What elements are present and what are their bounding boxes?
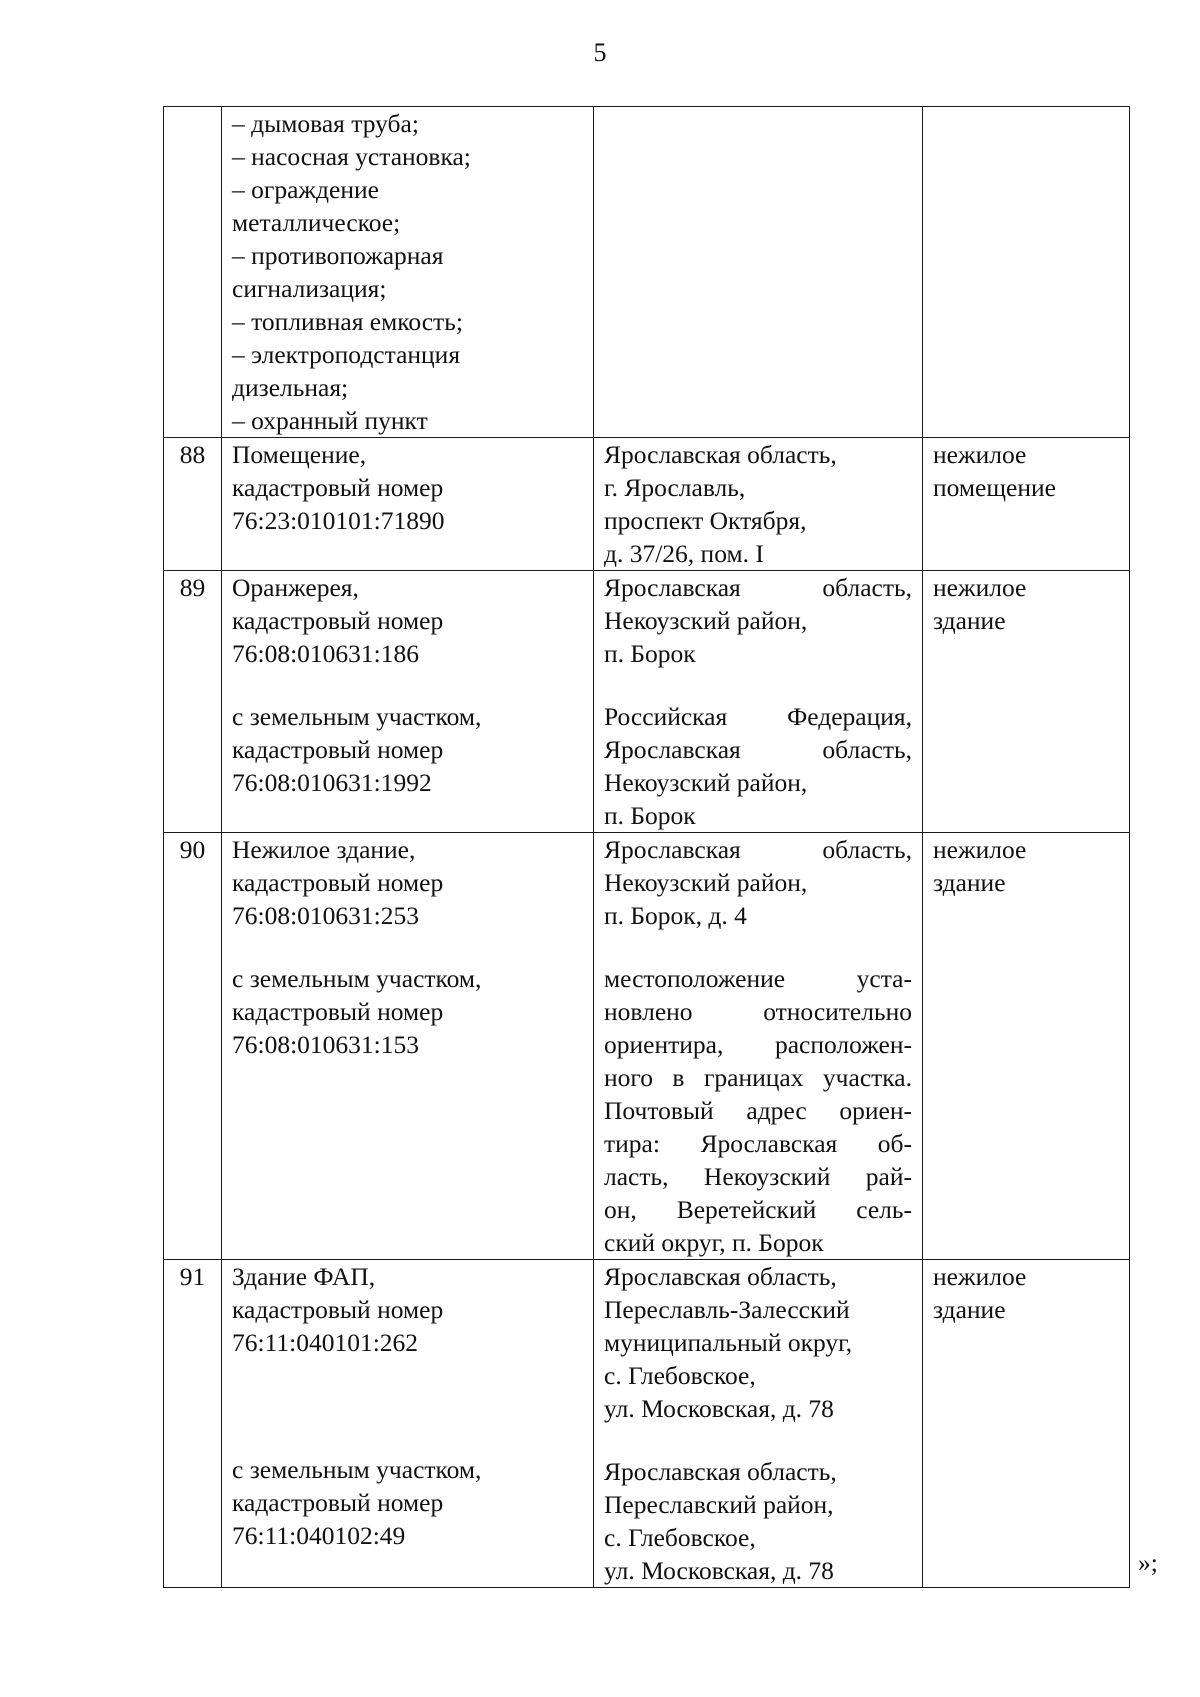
address-line: с. Глебовское,: [604, 1361, 756, 1390]
object-name-line: – насосная установка;: [232, 142, 471, 171]
object-type-cell: [923, 1260, 1130, 1588]
object-name-line: – ограждение: [232, 175, 379, 204]
address-line: тира: Ярославская об-: [604, 1129, 912, 1158]
address-line: с. Глебовское,: [604, 1523, 756, 1552]
spacer: [604, 670, 912, 700]
object-type-line: здание: [933, 868, 1006, 897]
spacer: [604, 1425, 912, 1455]
spacer: [604, 932, 912, 962]
object-name-line: Здание ФАП,: [232, 1262, 376, 1291]
object-name-line: 76:08:010631:253: [232, 901, 420, 930]
address-line: Переславль-Залесский: [604, 1295, 850, 1324]
address-line: местоположение уста-: [604, 964, 912, 993]
object-type-line: помещение: [933, 473, 1056, 502]
land-plot-line: кадастровый номер: [232, 997, 444, 1026]
address-line: п. Борок, д. 4: [604, 901, 747, 930]
address-cell: [594, 1260, 923, 1588]
address-cell: [594, 571, 923, 833]
object-type-cell: [923, 438, 1130, 571]
address-line: Некоузский район,: [604, 768, 808, 797]
row-number-cell: 90: [164, 833, 222, 1260]
address-line: он, Веретейский сель-: [604, 1195, 912, 1224]
address-line: Ярославская область,: [604, 735, 912, 764]
spacer: [232, 1359, 583, 1453]
address-line: Почтовый адрес ориен-: [604, 1096, 912, 1125]
address-line: Переславский район,: [604, 1490, 834, 1519]
object-type-line: нежилое: [933, 573, 1027, 602]
land-plot-line: кадастровый номер: [232, 1488, 444, 1517]
table-row: [164, 438, 1130, 571]
object-name-line: 76:08:010631:186: [232, 639, 420, 668]
object-name-line: 76:23:010101:71890: [232, 506, 445, 535]
land-plot-line: 76:08:010631:1992: [232, 768, 432, 797]
address-line: ул. Московская, д. 78: [604, 1394, 834, 1423]
table-row: [164, 107, 1130, 438]
object-type-line: нежилое: [933, 835, 1027, 864]
object-name-line: дизельная;: [232, 373, 349, 402]
address-line: Некоузский район,: [604, 868, 808, 897]
object-name-line: Оранжерея,: [232, 573, 359, 602]
page-number: 5: [593, 38, 607, 67]
address-line: проспект Октября,: [604, 506, 807, 535]
object-name-cell: [222, 1260, 594, 1588]
row-number-cell: [164, 107, 222, 438]
address-line: д. 37/26, пом. I: [604, 539, 764, 568]
land-plot-line: с земельным участком,: [232, 964, 482, 993]
row-number-cell: 89: [164, 571, 222, 833]
object-name-cell: [222, 571, 594, 833]
address-line: новлено относительно: [604, 997, 912, 1026]
address-line: Ярославская область,: [604, 1457, 837, 1486]
land-plot-line: 76:08:010631:153: [232, 1030, 420, 1059]
object-type-line: здание: [933, 1295, 1006, 1324]
row-number-cell: 91: [164, 1260, 222, 1588]
address-cell: [594, 107, 923, 438]
object-name-line: Помещение,: [232, 440, 367, 469]
land-plot-line: кадастровый номер: [232, 735, 444, 764]
object-name-cell: [222, 107, 594, 438]
address-line: п. Борок: [604, 639, 696, 668]
address-line: Ярославская область,: [604, 440, 837, 469]
table-row: [164, 833, 1130, 1260]
object-name-line: Нежилое здание,: [232, 835, 416, 864]
address-line: Некоузский район,: [604, 606, 808, 635]
address-cell: [594, 438, 923, 571]
object-type-cell: [923, 571, 1130, 833]
address-line: Ярославская область,: [604, 835, 912, 864]
address-line: ул. Московская, д. 78: [604, 1556, 834, 1585]
address-line: Ярославская область,: [604, 573, 912, 602]
object-type-line: нежилое: [933, 1262, 1027, 1291]
object-name-cell: [222, 438, 594, 571]
object-type-line: здание: [933, 606, 1006, 635]
object-name-line: кадастровый номер: [232, 868, 444, 897]
spacer: [232, 670, 583, 700]
address-line: ский округ, п. Борок: [604, 1228, 824, 1257]
land-plot-line: 76:11:040102:49: [232, 1521, 406, 1550]
object-name-line: 76:11:040101:262: [232, 1328, 419, 1357]
object-name-line: – охранный пункт: [232, 406, 428, 435]
object-type-line: нежилое: [933, 440, 1027, 469]
address-line: ного в границах участка.: [604, 1063, 912, 1092]
spacer: [232, 932, 583, 962]
object-name-line: металлическое;: [232, 208, 401, 237]
table-row: [164, 571, 1130, 833]
object-name-line: – дымовая труба;: [232, 109, 419, 138]
address-line: Российская Федерация,: [604, 702, 912, 731]
object-name-line: – топливная емкость;: [232, 307, 463, 336]
object-type-cell: [923, 107, 1130, 438]
object-name-line: кадастровый номер: [232, 1295, 444, 1324]
object-name-line: – противопожарная: [232, 241, 444, 270]
address-line: ласть, Некоузский рай-: [604, 1162, 912, 1191]
row-number-cell: 88: [164, 438, 222, 571]
land-plot-line: с земельным участком,: [232, 702, 482, 731]
address-line: ориентира, расположен-: [604, 1030, 912, 1059]
address-line: п. Борок: [604, 801, 696, 830]
address-line: муниципальный округ,: [604, 1328, 853, 1357]
object-name-line: сигнализация;: [232, 274, 387, 303]
address-line: г. Ярославль,: [604, 473, 746, 502]
object-name-line: кадастровый номер: [232, 606, 444, 635]
land-plot-line: с земельным участком,: [232, 1455, 482, 1484]
object-name-line: кадастровый номер: [232, 473, 444, 502]
table-row: [164, 1260, 1130, 1588]
address-cell: [594, 833, 923, 1260]
closing-quote-mark: »;: [1138, 1548, 1158, 1577]
address-line: Ярославская область,: [604, 1262, 837, 1291]
property-table: [163, 106, 1130, 1588]
object-name-line: – электроподстанция: [232, 340, 461, 369]
object-type-cell: [923, 833, 1130, 1260]
object-name-cell: [222, 833, 594, 1260]
